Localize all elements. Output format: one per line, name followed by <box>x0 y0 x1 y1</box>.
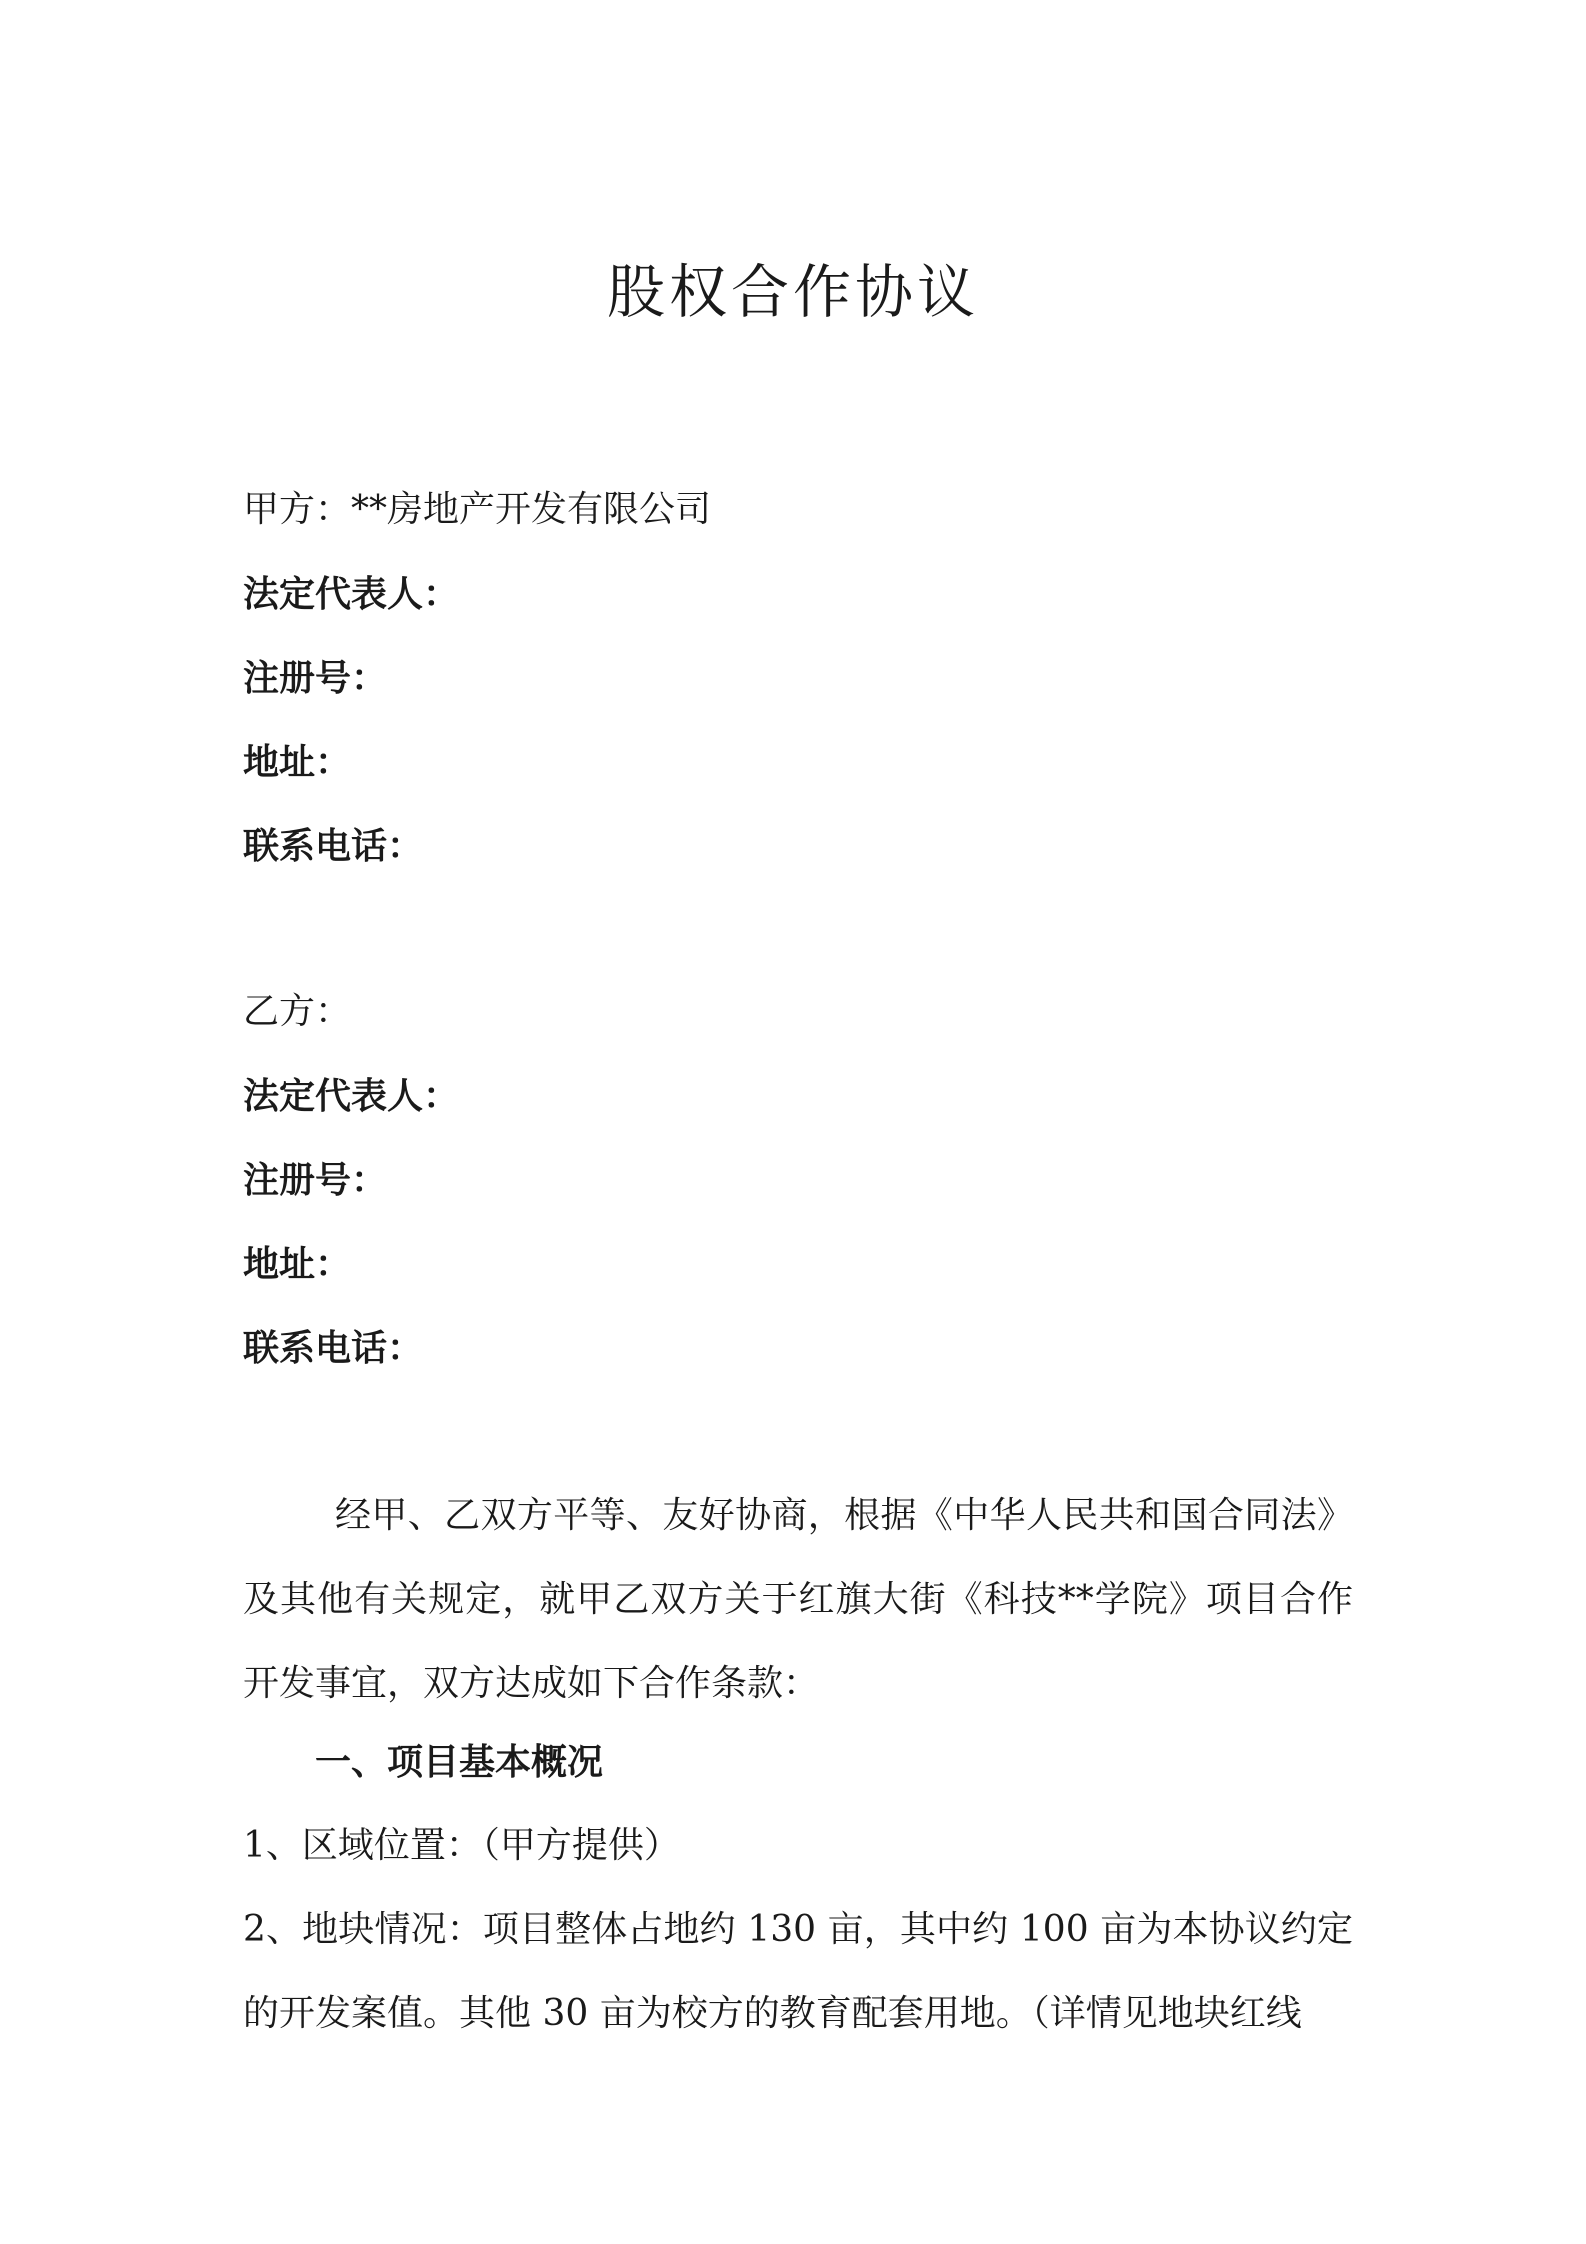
party-a-address: 地址： <box>243 741 352 783</box>
party-a-phone: 联系电话： <box>243 825 424 867</box>
preamble-paragraph: 经甲、乙双方平等、友好协商，根据《中华人民共和国合同法》及其他有关规定，就甲乙双方关于红旗大街《科技**学院》项目合作开发事宜，双方达成如下合作条款： <box>243 1495 1353 1704</box>
party-b-legal-rep: 法定代表人： <box>243 1075 460 1117</box>
section-heading: 一、项目基本概况 <box>315 1741 604 1783</box>
party-b-phone: 联系电话： <box>243 1327 424 1369</box>
party-a-legal-rep: 法定代表人： <box>243 573 460 615</box>
party-b-address: 地址： <box>243 1243 352 1285</box>
section-item-1: 1、区域位置：（甲方提供） <box>243 1825 680 1866</box>
section-item-2: 2、地块情况：项目整体占地约 130 亩，其中约 100 亩为本协议约定的开发案值。其他 30 亩为校方的教育配套用地。（详情见地块红线 <box>243 1909 1353 2034</box>
document-title: 股权合作协议 <box>606 258 979 326</box>
party-b-reg-no: 注册号： <box>243 1159 388 1201</box>
party-a-reg-no: 注册号： <box>243 657 388 699</box>
party-b-name: 乙方： <box>243 991 352 1032</box>
party-a-name: 甲方：**房地产开发有限公司 <box>243 489 712 530</box>
